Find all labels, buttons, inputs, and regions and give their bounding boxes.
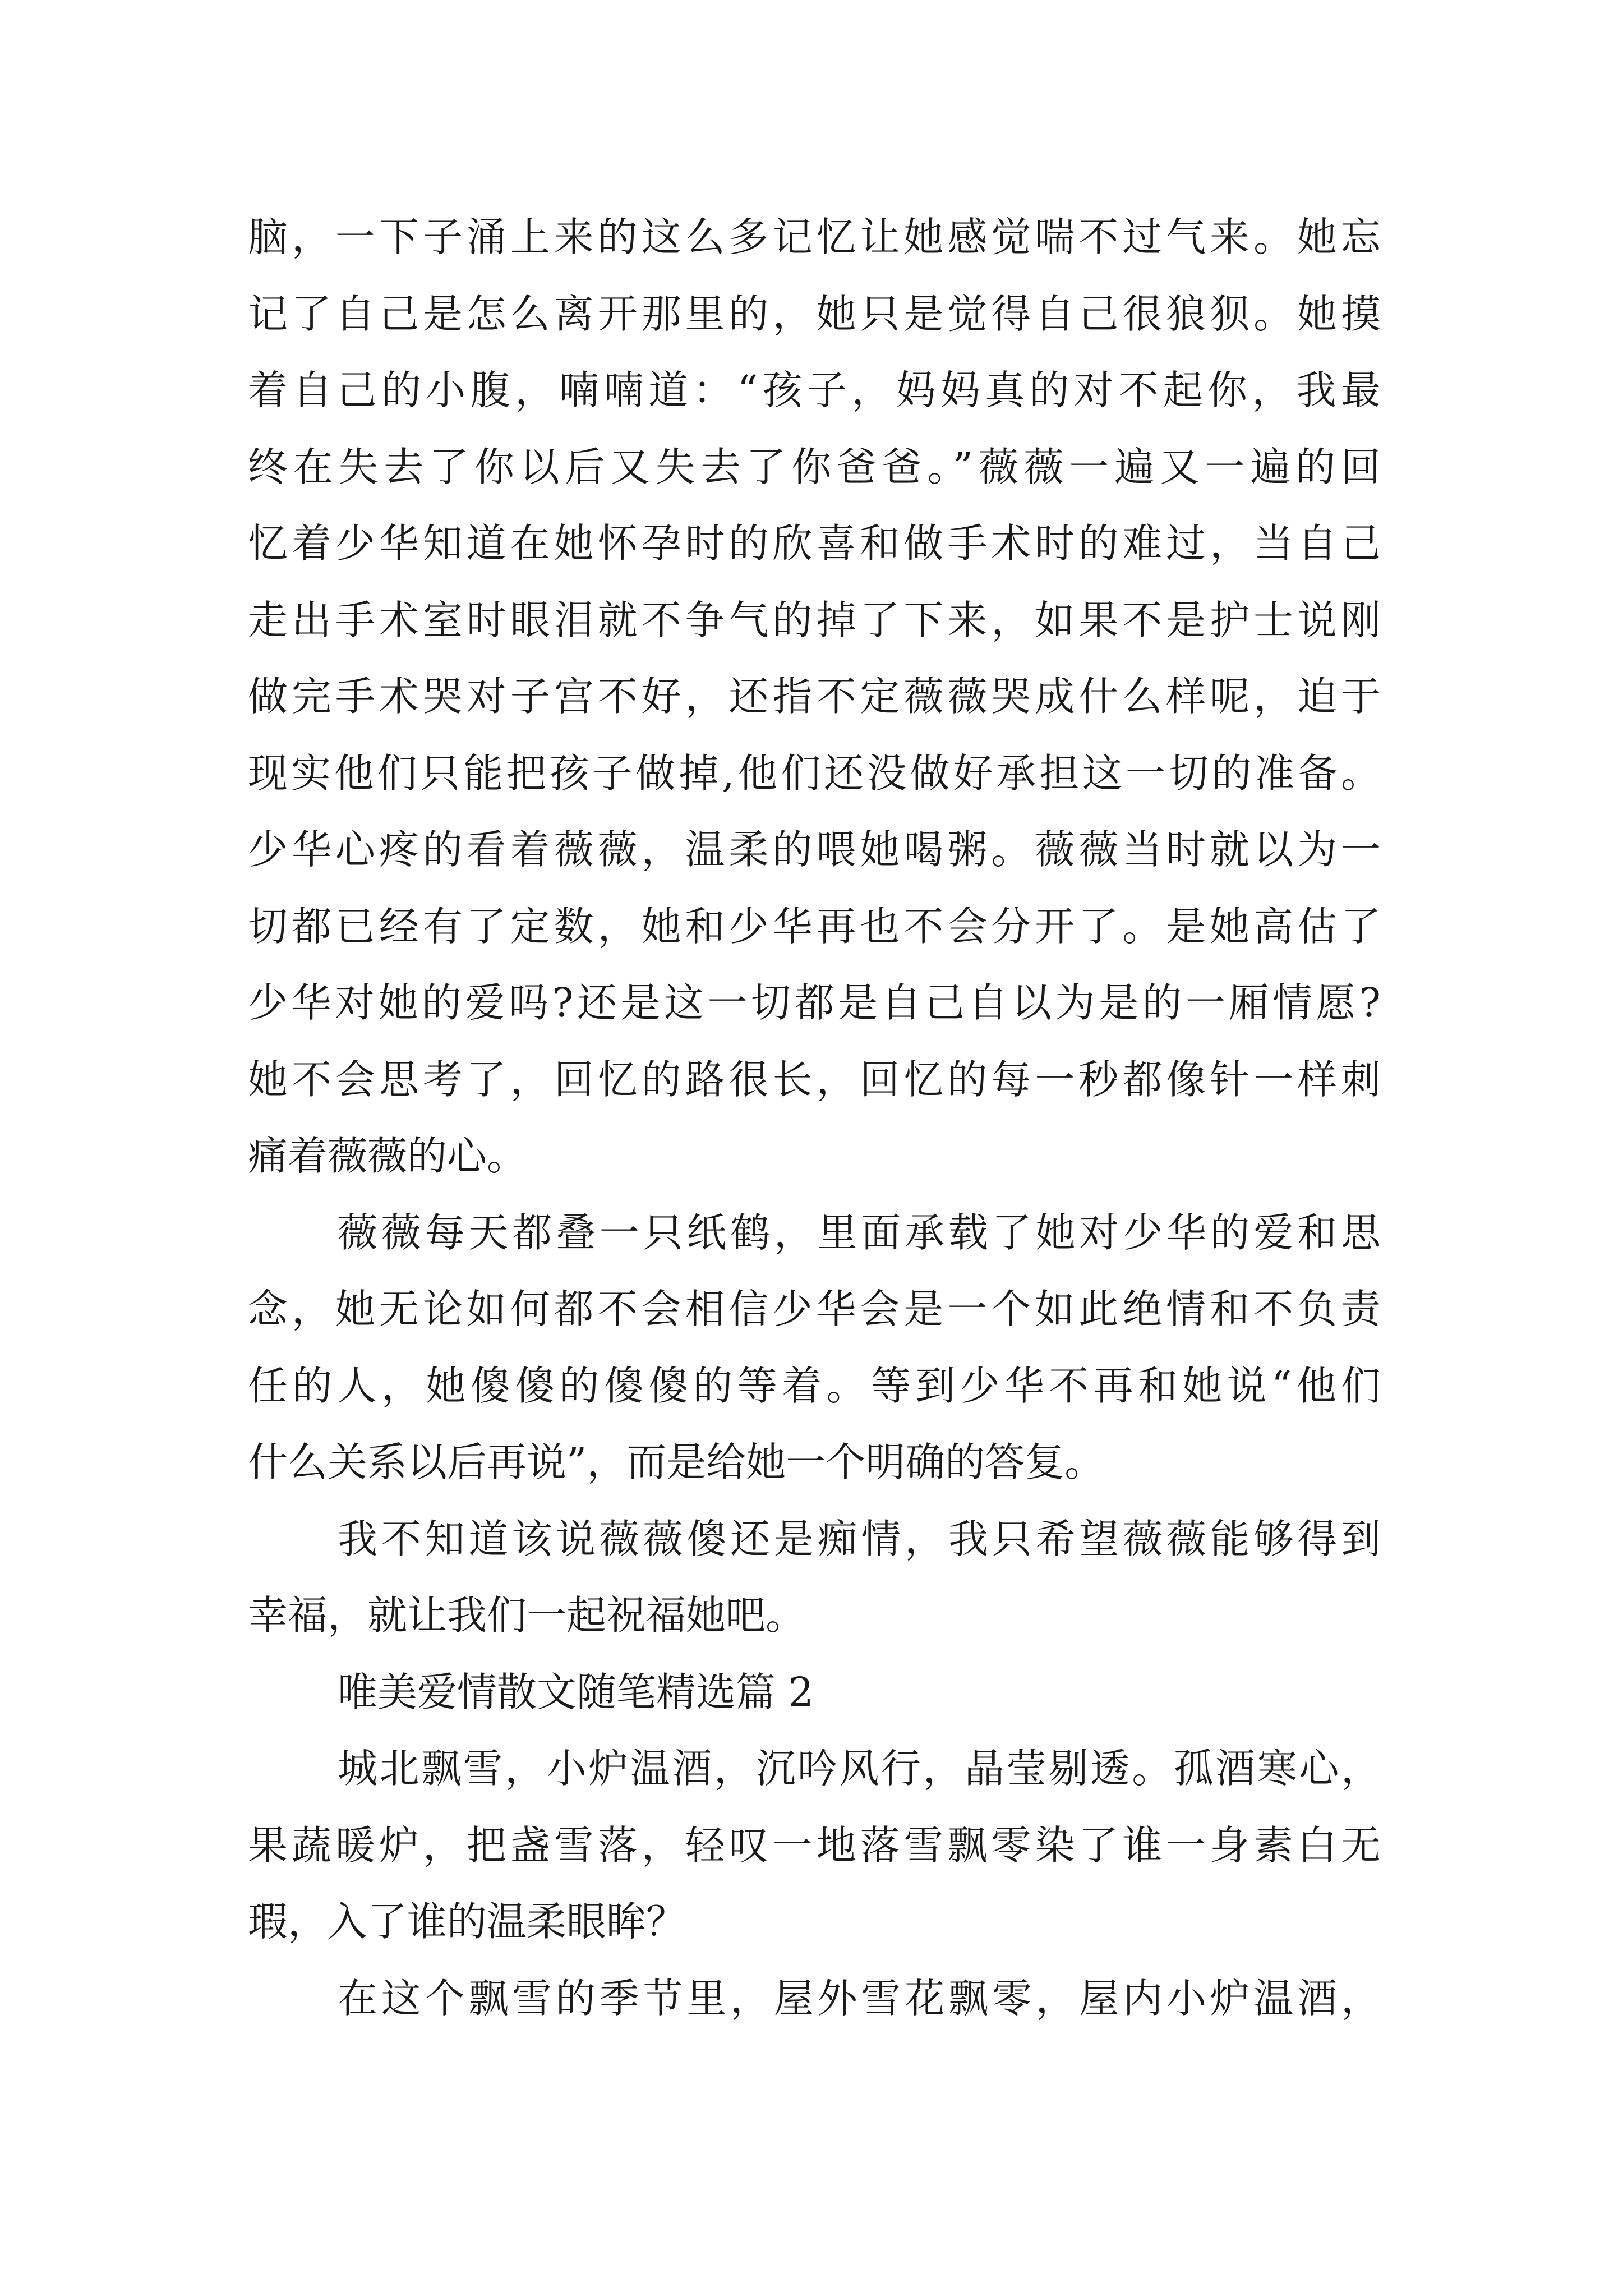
text-line: 什么关系以后再说”，而是给她一个明确的答复。 — [248, 1439, 1105, 1485]
paragraph — [248, 1195, 1381, 1501]
text-line: 做完手术哭对子宫不好，还指不定薇薇哭成什么样呢，迫于 — [248, 673, 1381, 720]
text-line: 痛着薇薇的心。 — [248, 1133, 527, 1179]
text-line: 她不会思考了，回忆的路很长，回忆的每一秒都像针一样刺 — [248, 1056, 1381, 1103]
text-line: 忆着少华知道在她怀孕时的欣喜和做手术时的难过，当自己 — [248, 520, 1381, 567]
text-line: 任的人，她傻傻的傻傻的等着。等到少华不再和她说“他们 — [248, 1362, 1381, 1409]
document-body — [248, 199, 1381, 2037]
text-line: 走出手术室时眼泪就不争气的掉了下来，如果不是护士说刚 — [248, 596, 1381, 643]
text-line: 少华对她的爱吗?还是这一切都是自己自以为是的一厢情愿? — [248, 979, 1381, 1026]
paragraph — [248, 1961, 1381, 2037]
text-line: 我不知道该说薇薇傻还是痴情，我只希望薇薇能够得到 — [338, 1515, 1381, 1562]
section-heading — [248, 1654, 1381, 1731]
text-line: 脑，一下子涌上来的这么多记忆让她感觉喘不过气来。她忘 — [248, 214, 1381, 260]
text-line: 瑕，入了谁的温柔眼眸？ — [248, 1898, 686, 1945]
text-line: 现实他们只能把孩子做掉,他们还没做好承担这一切的准备。 — [248, 749, 1381, 797]
paragraph — [248, 1731, 1381, 1961]
text-line: 城北飘雪，小炉温酒，沉吟风行，晶莹剔透。孤酒寒心， — [338, 1745, 1381, 1792]
heading-text: 唯美爱情散文随笔精选篇 2 — [338, 1668, 814, 1715]
text-line: 薇薇每天都叠一只纸鹤，里面承载了她对少华的爱和思 — [338, 1209, 1381, 1256]
text-line: 幸福，就让我们一起祝福她吧。 — [248, 1592, 806, 1639]
text-line: 切都已经有了定数，她和少华再也不会分开了。是她高估了 — [248, 903, 1381, 950]
text-line: 记了自己是怎么离开那里的，她只是觉得自己很狼狈。她摸 — [248, 290, 1381, 337]
text-line: 在这个飘雪的季节里，屋外雪花飘零，屋内小炉温酒， — [338, 1975, 1381, 2022]
paragraph — [248, 199, 1381, 1195]
text-line: 终在失去了你以后又失去了你爸爸。”薇薇一遍又一遍的回 — [248, 443, 1381, 490]
text-line: 念，她无论如何都不会相信少华会是一个如此绝情和不负责 — [248, 1286, 1381, 1332]
paragraph — [248, 1501, 1381, 1654]
text-line: 着自己的小腹，喃喃道：“孩子，妈妈真的对不起你，我最 — [248, 367, 1381, 413]
text-line: 少华心疼的看着薇薇，温柔的喂她喝粥。薇薇当时就以为一 — [248, 826, 1381, 873]
text-line: 果蔬暖炉，把盏雪落，轻叹一地落雪飘零染了谁一身素白无 — [248, 1821, 1381, 1869]
